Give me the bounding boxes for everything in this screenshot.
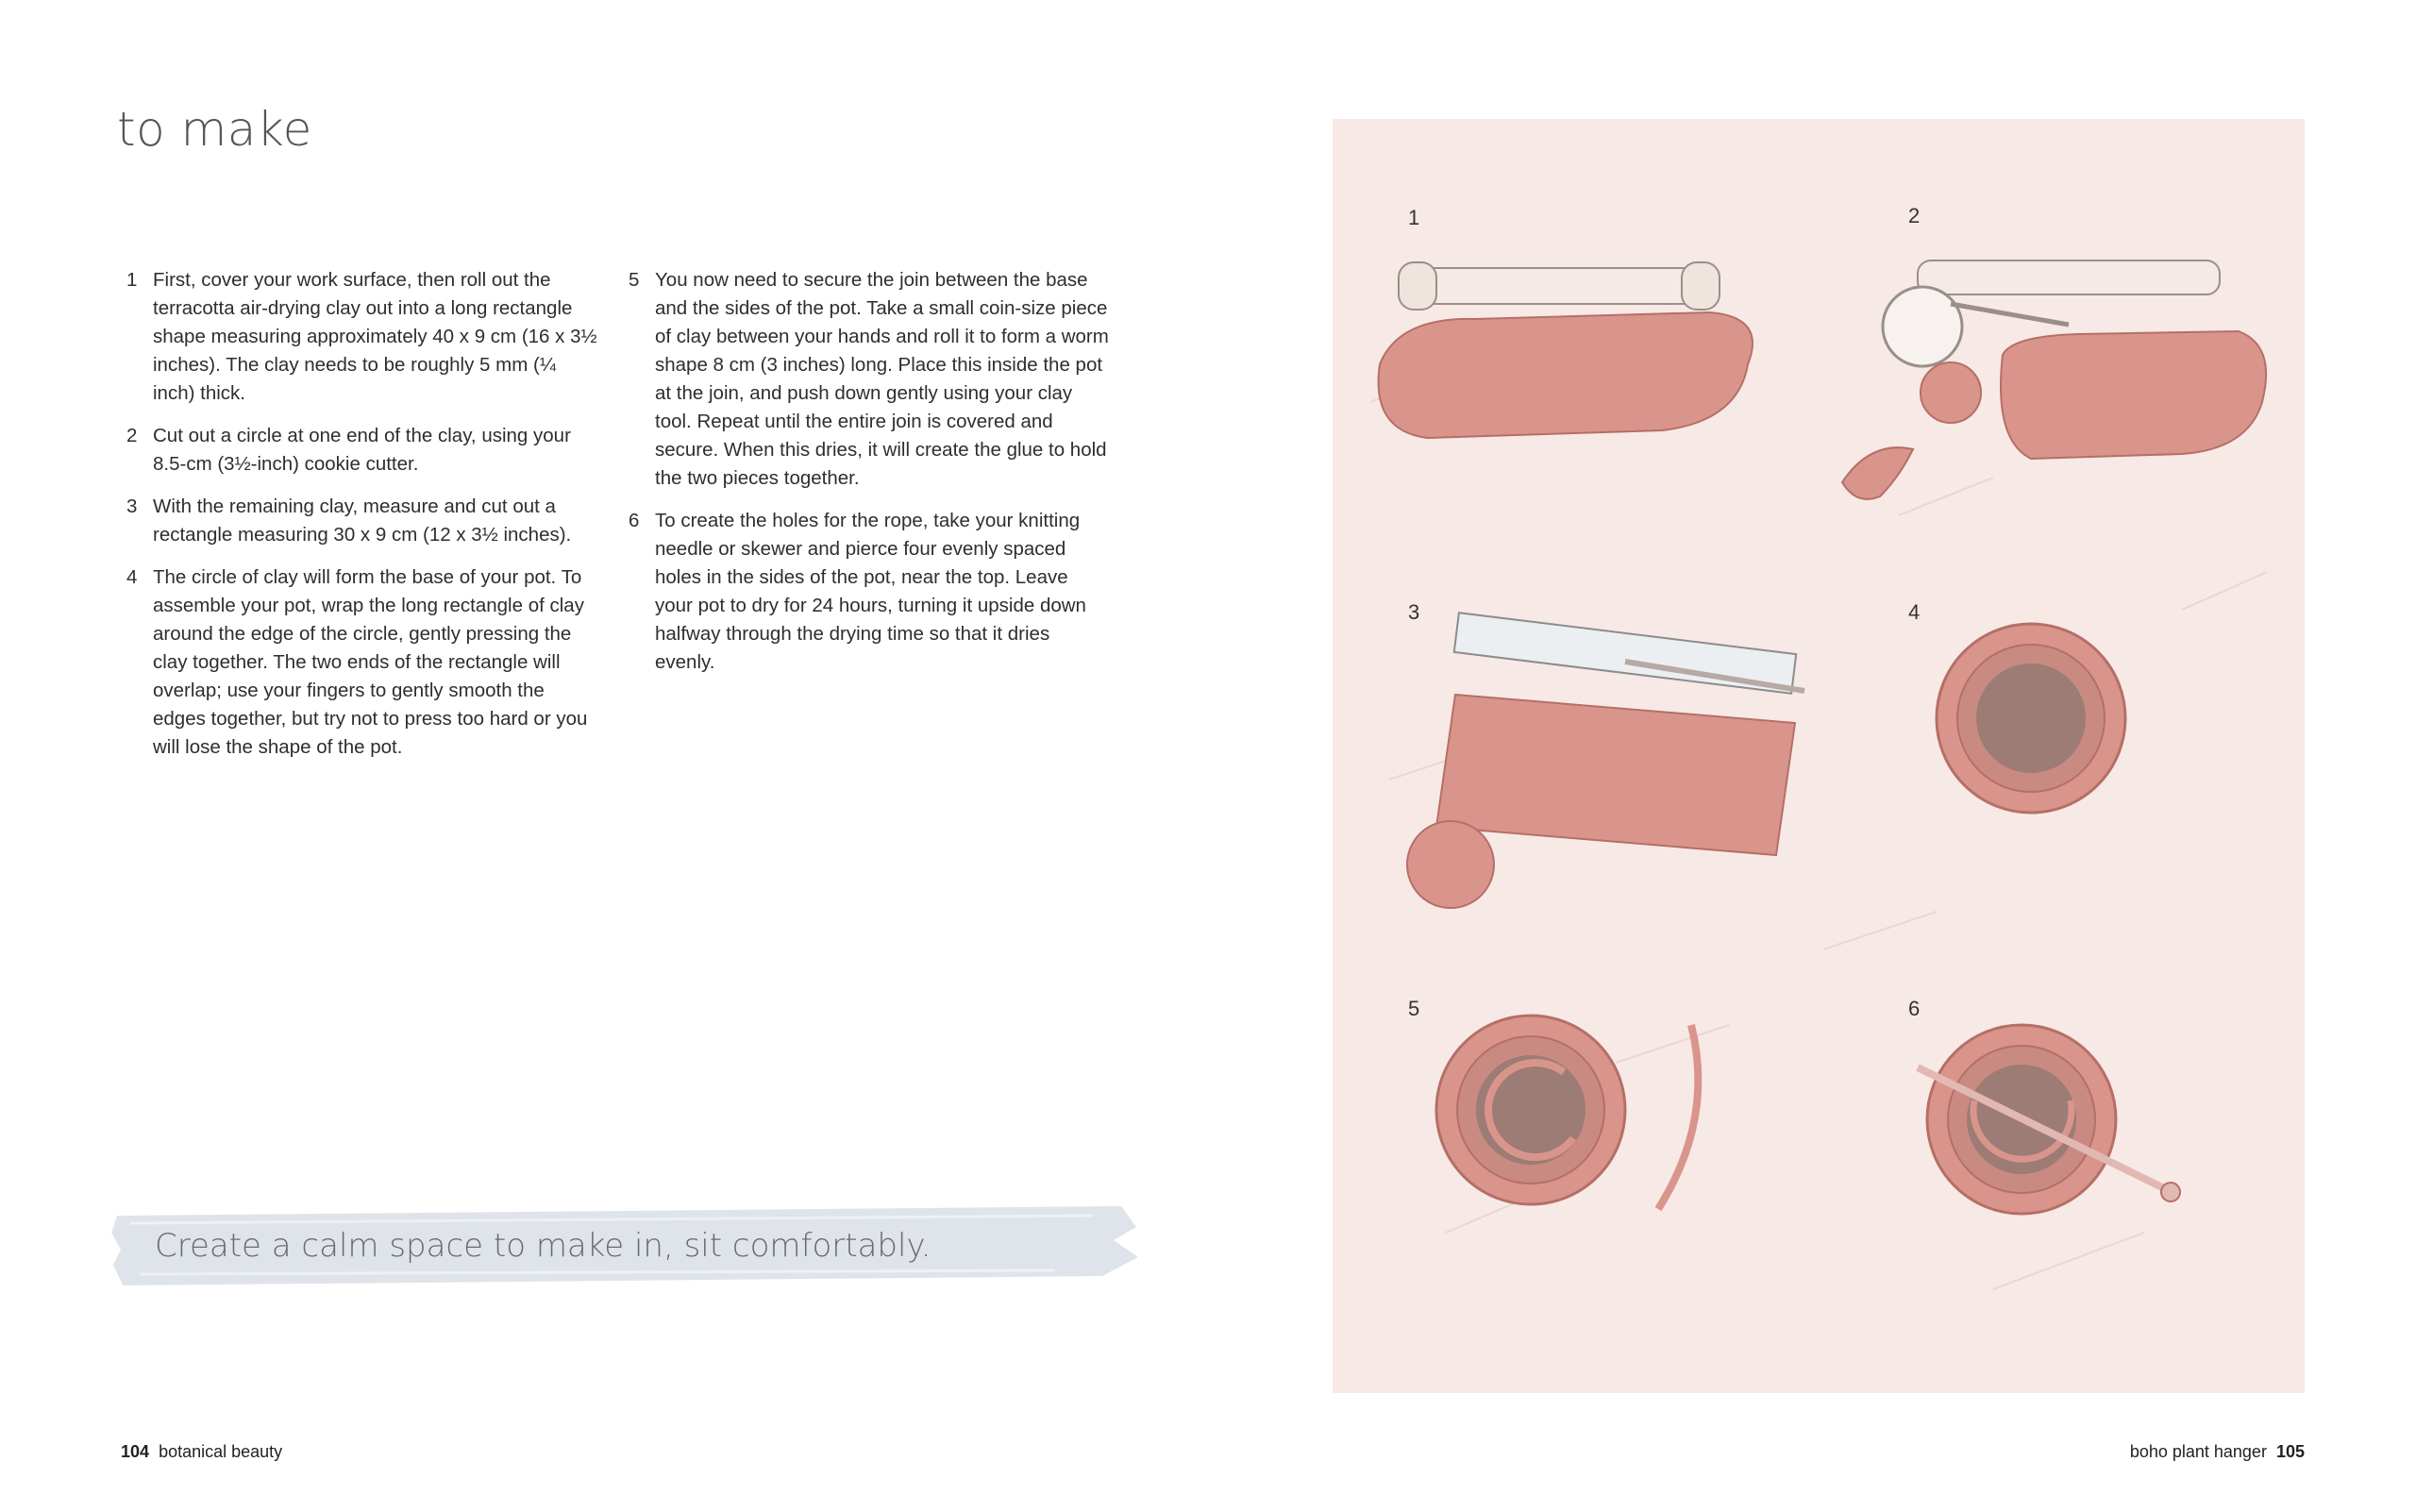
page-number: 104: [121, 1442, 150, 1461]
figure-6-pierce-holes: [1918, 1025, 2180, 1214]
step-number: 6: [629, 510, 640, 531]
step-item: [126, 493, 598, 549]
step-number: 1: [126, 269, 138, 291]
step-item: [629, 507, 1110, 677]
step-item: [126, 422, 598, 479]
step-illustrations: [1333, 119, 2305, 1393]
figure-label: 3: [1408, 600, 1420, 624]
step-text: To create the holes for the rope, take your knitting needle or skewer and pierce four evenly spaced holes in the sides of the pot, near the top. Leave your pot to dry for 24 hours, turning it upside down halfway through the drying time so that it dries evenly.: [655, 510, 1086, 673]
step-item: [126, 563, 598, 762]
figure-label: 1: [1408, 206, 1420, 229]
instructions-column-left: [126, 266, 598, 776]
quote-text: Create a calm space to make in, sit comfortably.: [155, 1227, 931, 1265]
instructions-column-right: [629, 266, 1110, 691]
figure-5-secure-join: [1436, 1016, 1698, 1209]
figure-label: 6: [1908, 997, 1921, 1020]
figure-1-roll-clay: [1379, 262, 1753, 438]
section-name: botanical beauty: [159, 1442, 283, 1461]
step-item: [629, 266, 1110, 493]
figure-label: 5: [1408, 997, 1420, 1020]
illustration-panel: [1333, 119, 2305, 1393]
figure-label: 4: [1908, 600, 1921, 624]
page-title: to make: [117, 102, 312, 157]
section-name: boho plant hanger: [2129, 1442, 2267, 1461]
step-item: [126, 266, 598, 408]
step-text: The circle of clay will form the base of your pot. To assemble your pot, wrap the long rectangle of clay around the edge of the circle, gently pressing the clay together. The two ends of the rectangle will overlap; use your fingers to gently smooth the edges together, but try not to press too hard or you will lose the shape of the pot.: [153, 566, 588, 758]
footer-left: [121, 1442, 282, 1462]
figure-label: 2: [1908, 204, 1921, 227]
step-text: First, cover your work surface, then roll out the terracotta air-drying clay out into a long rectangle shape measuring approximately 40 x 9 cm (16 x 3½ inches). The clay needs to be roughly 5 mm (¼ inch) thick.: [153, 269, 597, 404]
step-text: Cut out a circle at one end of the clay, using your 8.5-cm (3½-inch) cookie cutter.: [153, 425, 571, 475]
figure-2-cut-circle: [1842, 260, 2266, 499]
footer-right: [2130, 1442, 2305, 1462]
step-text: You now need to secure the join between the base and the sides of the pot. Take a small coin-size piece of clay between your hands and roll it to form a worm shape 8 cm (3 inches) long. Place this inside the pot at the join, and push down gently using your clay tool. Repeat until the entire join is covered and secure. When this dries, it will create the glue to hold the two pieces together.: [655, 269, 1109, 489]
figure-3-measure-rectangle: [1407, 613, 1804, 908]
figure-4-assemble-pot: [1937, 624, 2125, 813]
step-text: With the remaining clay, measure and cut out a rectangle measuring 30 x 9 cm (12 x 3½ inches).: [153, 496, 572, 546]
page-number: 105: [2275, 1442, 2305, 1461]
step-number: 4: [126, 566, 138, 588]
step-number: 2: [126, 425, 138, 446]
step-number: 3: [126, 496, 138, 517]
step-number: 5: [629, 269, 640, 291]
